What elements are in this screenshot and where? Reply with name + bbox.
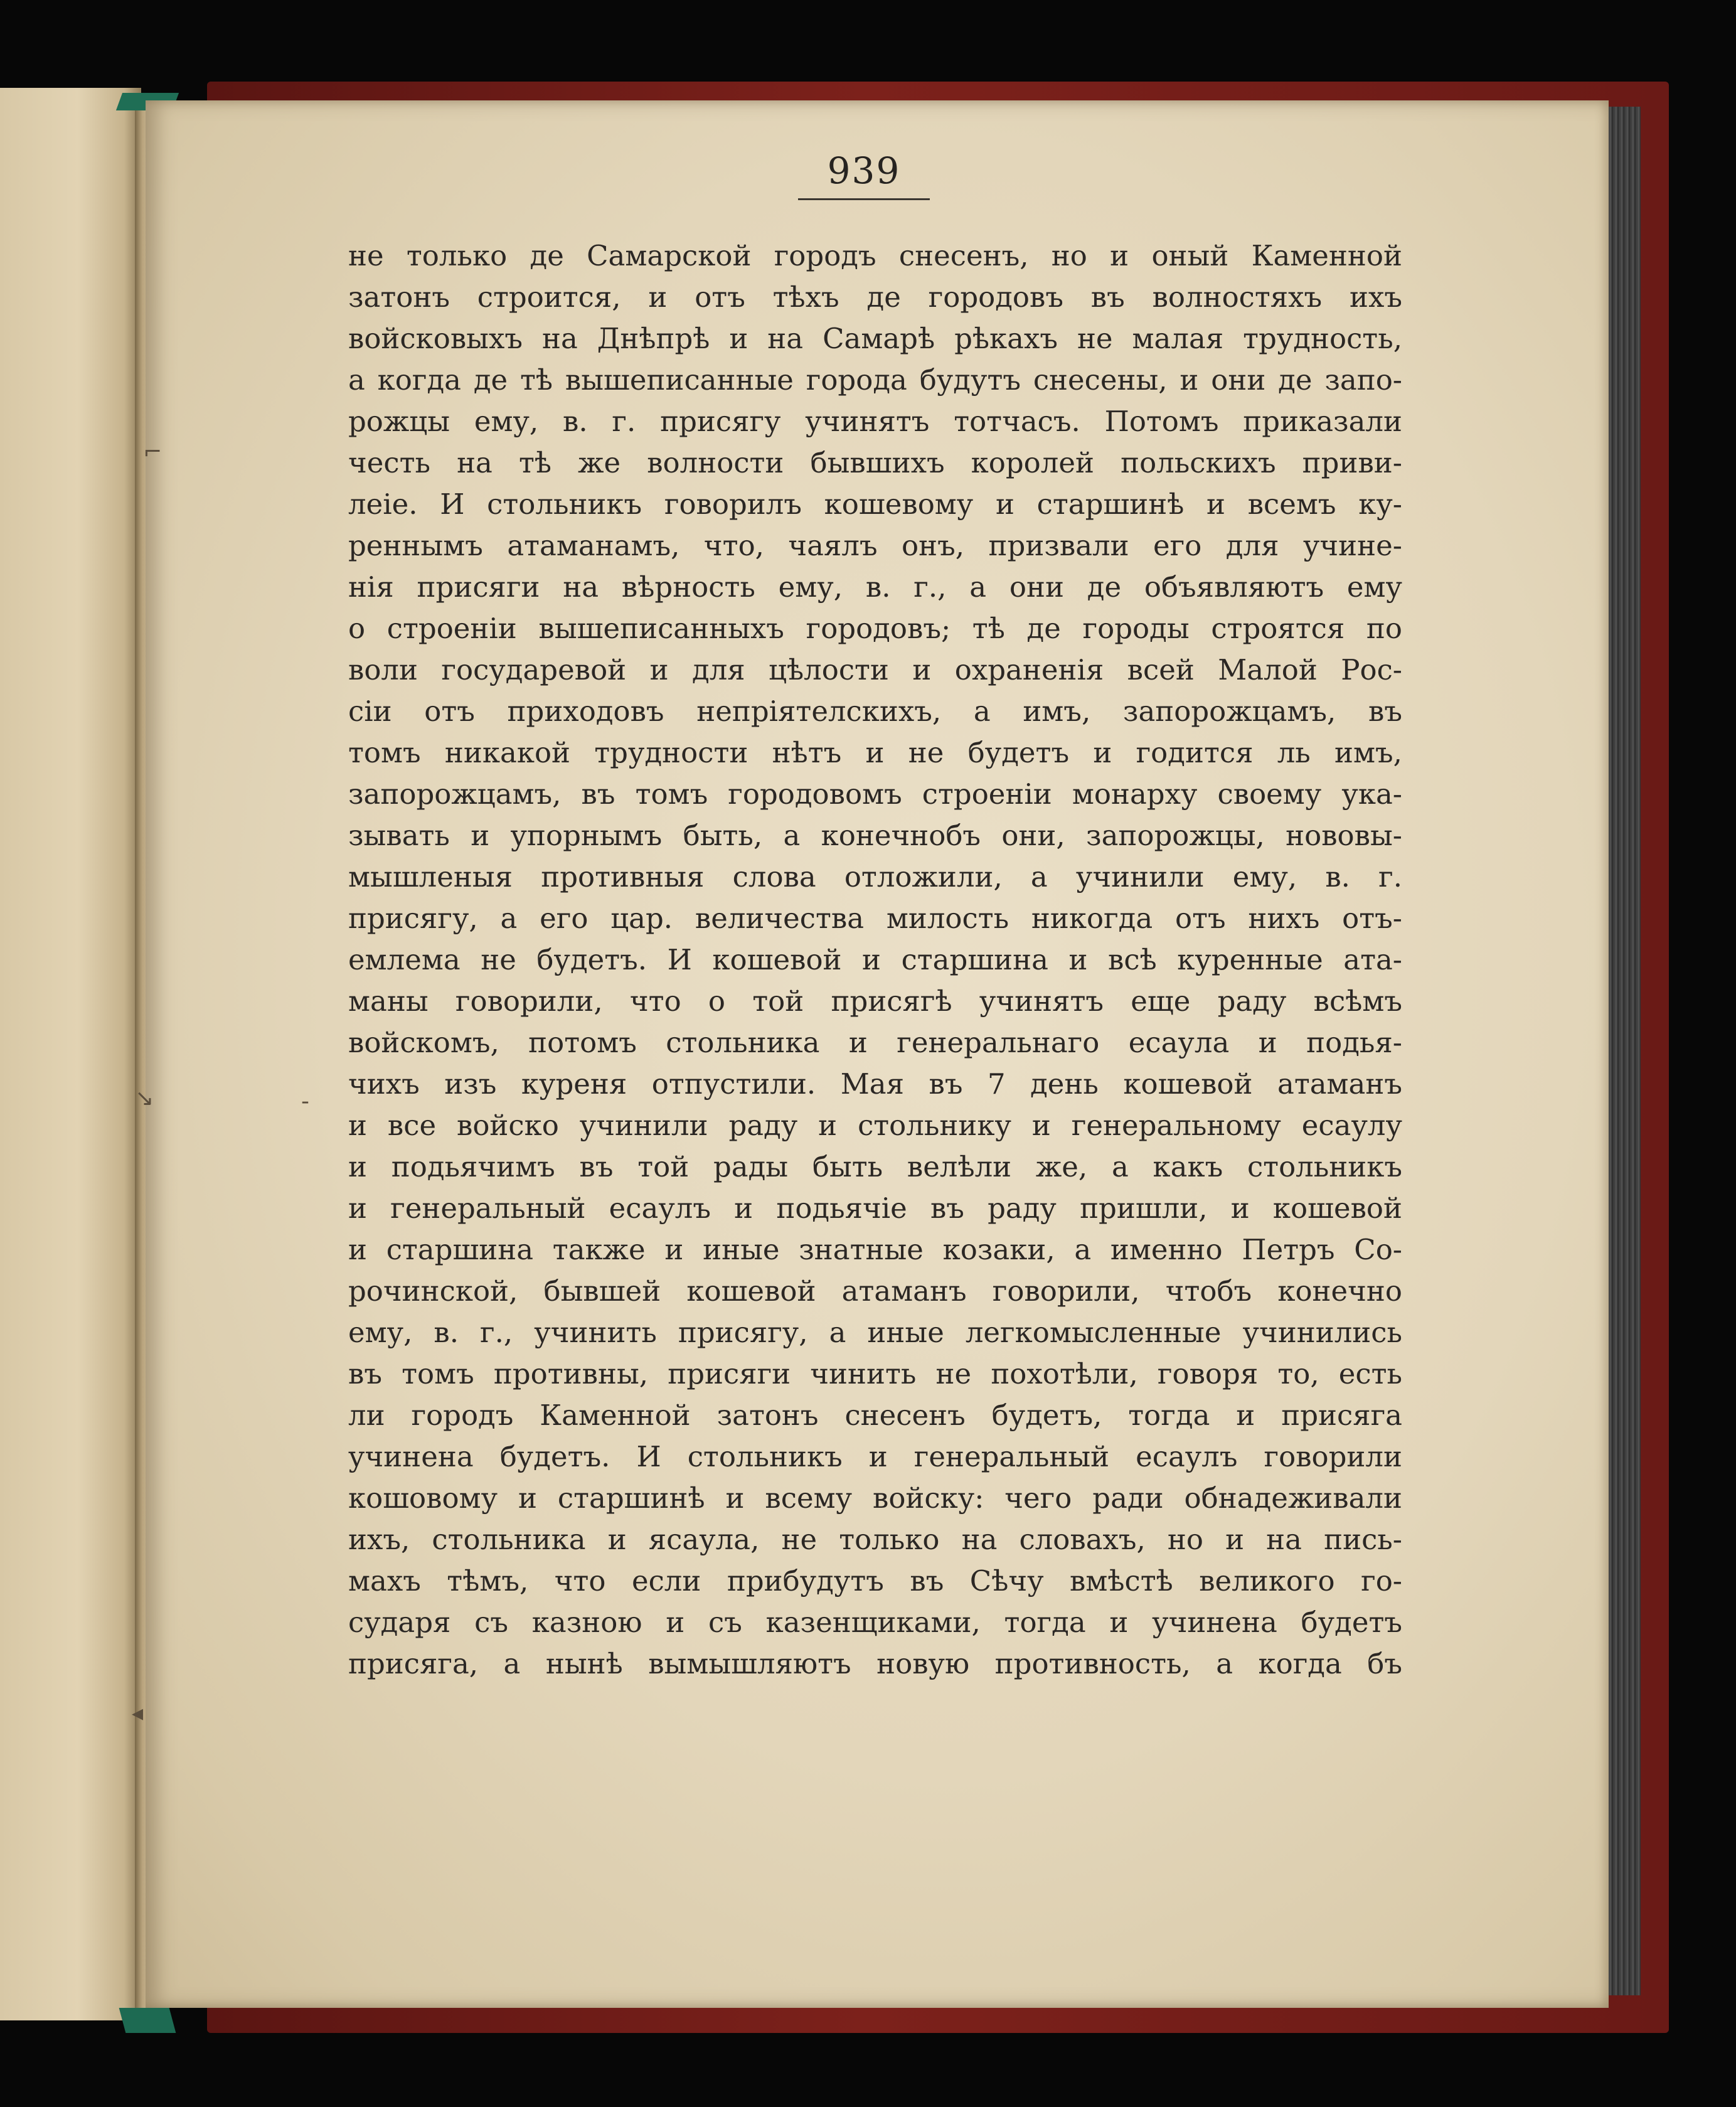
text-line: ихъ, стольника и ясаула, не только на словахъ, но и на пись- bbox=[348, 1523, 1402, 1556]
text-line: а когда де тѣ вышеписанные города будутъ снесены, и они де запо- bbox=[348, 363, 1402, 397]
text-line: зывать и упорнымъ быть, а конечнобъ они, запорожцы, нововы- bbox=[348, 819, 1402, 852]
text-line: махъ тѣмъ, что если прибудутъ въ Сѣчу вмѣстѣ великого го- bbox=[348, 1564, 1402, 1598]
text-line: нія присяги на вѣрность ему, в. г., а они де объявляютъ ему bbox=[348, 570, 1402, 604]
text-line: маны говорили, что о той присягѣ учинятъ еще раду всѣмъ bbox=[348, 984, 1402, 1018]
text-line: чихъ изъ куреня отпустили. Мая въ 7 день кошевой атаманъ bbox=[348, 1067, 1402, 1101]
page-stack-edge bbox=[1603, 107, 1641, 1995]
text-line: ли городъ Каменной затонъ снесенъ будетъ, тогда и присяга bbox=[348, 1399, 1402, 1432]
text-line: томъ никакой трудности нѣтъ и не будетъ и годится ль имъ, bbox=[348, 736, 1402, 769]
text-line: войскомъ, потомъ стольника и генеральнаго есаула и подья- bbox=[348, 1026, 1402, 1059]
text-line: войсковыхъ на Днѣпрѣ и на Самарѣ рѣкахъ не малая трудность, bbox=[348, 322, 1402, 355]
text-line: ему, в. г., учинить присягу, а иные легкомысленные учинились bbox=[348, 1316, 1402, 1349]
ribbon-marker-bottom bbox=[119, 2008, 176, 2033]
text-line: учинена будетъ. И стольникъ и генеральный есаулъ говорили bbox=[348, 1440, 1402, 1473]
text-line: сіи отъ приходовъ непріятелскихъ, а имъ, запорожцамъ, въ bbox=[348, 695, 1402, 728]
text-line: емлема не будетъ. И кошевой и старшина и всѣ куренные ата- bbox=[348, 943, 1402, 976]
page-body-text bbox=[348, 235, 1402, 1685]
text-line: затонъ строится, и отъ тѣхъ де городовъ въ волностяхъ ихъ bbox=[348, 280, 1402, 314]
text-line: присягу, а его цар. величества милость никогда отъ нихъ отъ- bbox=[348, 902, 1402, 935]
text-line: реннымъ атаманамъ, что, чаялъ онъ, призвали его для учине- bbox=[348, 529, 1402, 562]
text-line: мышленыя противныя слова отложили, а учинили ему, в. г. bbox=[348, 860, 1402, 893]
margin-tick-mark: ⌐ bbox=[143, 439, 162, 465]
text-line: сударя съ казною и съ казенщиками, тогда и учинена будетъ bbox=[348, 1606, 1402, 1639]
page-number-underline bbox=[798, 198, 930, 200]
page-number: 939 bbox=[827, 149, 901, 192]
text-line: воли государевой и для цѣлости и охраненія всей Малой Рос- bbox=[348, 653, 1402, 686]
text-line: и все войско учинили раду и стольнику и генеральному есаулу bbox=[348, 1109, 1402, 1142]
text-line: о строеніи вышеписанныхъ городовъ; тѣ де городы строятся по bbox=[348, 612, 1402, 645]
text-line: не только де Самарской городъ снесенъ, но и оный Каменной bbox=[348, 239, 1402, 272]
text-line: честь на тѣ же волности бывшихъ королей польскихъ приви- bbox=[348, 446, 1402, 479]
text-line: въ томъ противны, присяги чинить не похотѣли, говоря то, есть bbox=[348, 1357, 1402, 1390]
text-line: рочинской, бывшей кошевой атаманъ говорили, чтобъ конечно bbox=[348, 1274, 1402, 1308]
margin-dash-mark: - bbox=[301, 1089, 309, 1114]
text-line: запорожцамъ, въ томъ городовомъ строеніи монарху своему ука- bbox=[348, 777, 1402, 811]
text-line: и генеральный есаулъ и подьячіе въ раду пришли, и кошевой bbox=[348, 1192, 1402, 1225]
text-line: и подьячимъ въ той рады быть велѣли же, а какъ стольникъ bbox=[348, 1150, 1402, 1183]
text-line: присяга, а нынѣ вымышляютъ новую противность, а когда бъ bbox=[348, 1647, 1402, 1680]
previous-page-edge bbox=[0, 88, 144, 2020]
text-line: и старшина также и иные знатные козаки, а именно Петръ Со- bbox=[348, 1233, 1402, 1266]
margin-arrow-mark: ◂ bbox=[132, 1700, 144, 1726]
text-line: леіе. И стольникъ говорилъ кошевому и старшинѣ и всемъ ку- bbox=[348, 488, 1402, 521]
margin-tick-mark: ↘ bbox=[135, 1086, 154, 1111]
text-line: кошовому и старшинѣ и всему войску: чего ради обнадеживали bbox=[348, 1481, 1402, 1515]
text-line: рожцы ему, в. г. присягу учинятъ тотчасъ. Потомъ приказали bbox=[348, 405, 1402, 438]
